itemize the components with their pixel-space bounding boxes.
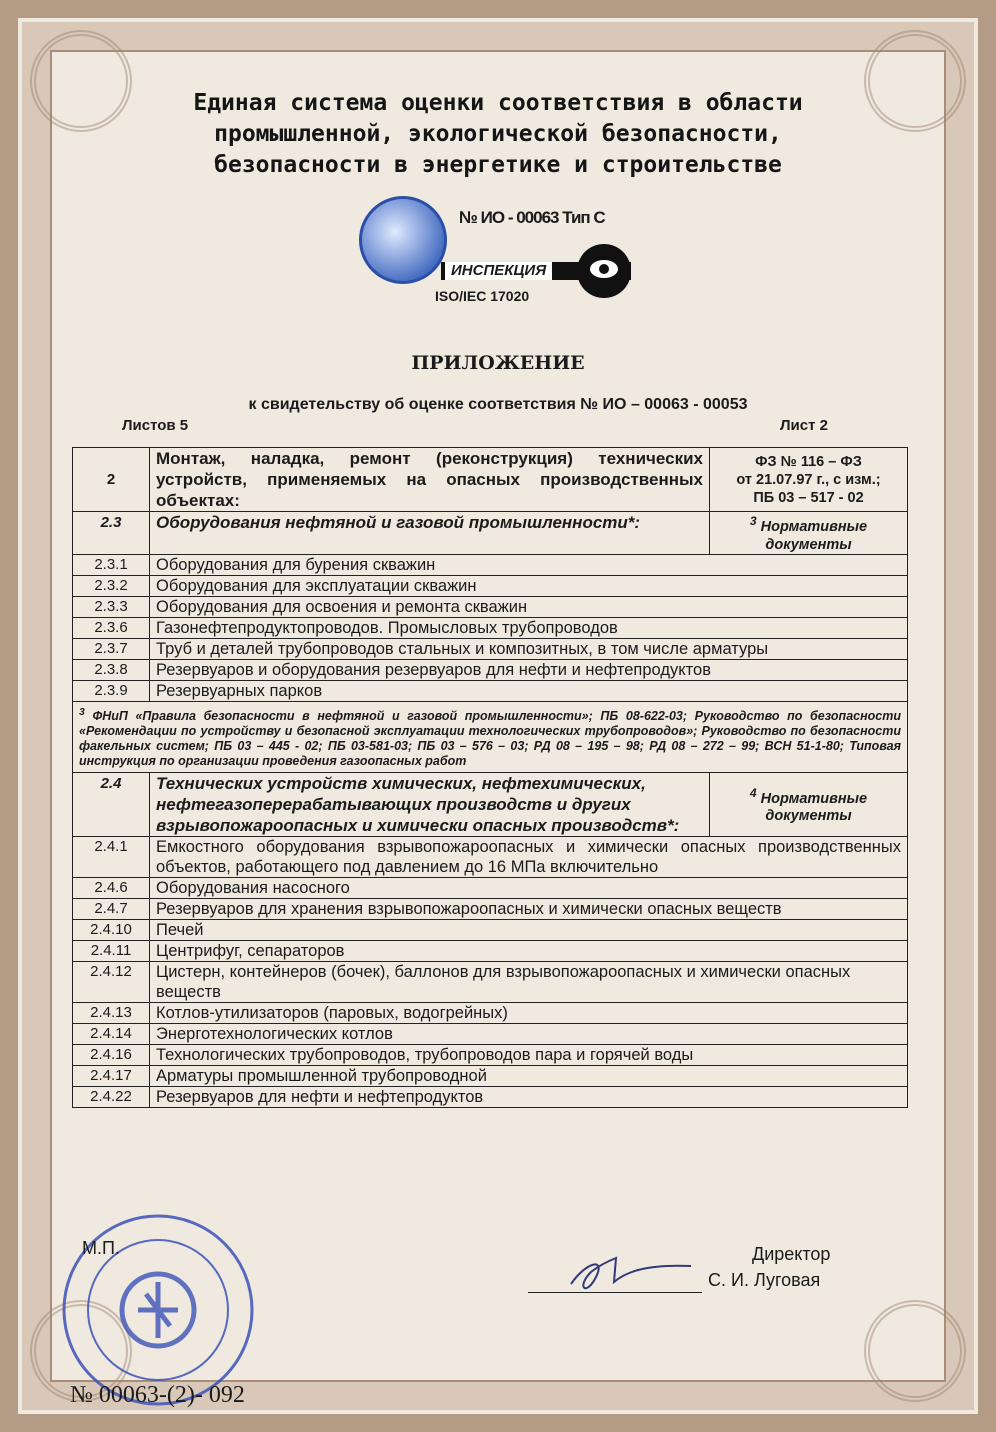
scope-table	[72, 447, 908, 1108]
row-code: 2.3.2	[73, 575, 150, 596]
section-norms	[710, 448, 908, 512]
row-code: 2.4.7	[73, 898, 150, 919]
table-row	[73, 940, 908, 961]
table-row	[73, 1086, 908, 1107]
row-code: 2.4.11	[73, 940, 150, 961]
table-row	[73, 898, 908, 919]
row-text: Центрифуг, сепараторов	[150, 940, 908, 961]
row-text: Труб и деталей трубопроводов стальных и композитных, в том числе арматуры	[150, 638, 908, 659]
table-row	[73, 554, 908, 575]
table-row	[73, 919, 908, 940]
row-text: Котлов-утилизаторов (паровых, водогрейных)	[150, 1002, 908, 1023]
stamp-place-label: М.П.	[82, 1238, 120, 1258]
table-row	[73, 1044, 908, 1065]
row-code: 2.3.7	[73, 638, 150, 659]
signature-line	[528, 1292, 702, 1293]
eye-pupil	[599, 264, 609, 274]
table-row	[73, 575, 908, 596]
row-text: Оборудования для освоения и ремонта скважин	[150, 596, 908, 617]
table-row	[73, 617, 908, 638]
document-title: ПРИЛОЖЕНИЕ	[411, 352, 585, 374]
table-row	[73, 1023, 908, 1044]
sheet-number: Лист 2	[780, 417, 828, 434]
row-code: 2.4.1	[73, 836, 150, 877]
row-text: Резервуаров и оборудования резервуаров для нефти и нефтепродуктов	[150, 659, 908, 680]
title-line: безопасности в энергетике и строительстве	[214, 152, 782, 178]
inspection-label: ИНСПЕКЦИЯ	[445, 262, 552, 280]
row-text: Резервуаров для нефти и нефтепродуктов	[150, 1086, 908, 1107]
row-code: 2.3.3	[73, 596, 150, 617]
table-row	[73, 836, 908, 877]
row-code: 2.3.9	[73, 680, 150, 701]
table-row	[73, 638, 908, 659]
row-text: Оборудования для эксплуатации скважин	[150, 575, 908, 596]
table-row	[73, 659, 908, 680]
row-text: Резервуаров для хранения взрывопожароопасных и химически опасных веществ	[150, 898, 908, 919]
row-text: Энерготехнологических котлов	[150, 1023, 908, 1044]
row-text: Цистерн, контейнеров (бочек), баллонов для взрывопожароопасных и химически опасных веществ	[150, 961, 908, 1002]
document-subtitle: к свидетельству об оценке соответствия № ИО – 00063 - 00053	[248, 396, 748, 413]
footnote	[73, 701, 908, 772]
norm-label: Нормативные документы	[760, 790, 868, 825]
signatory-name: С. И. Луговая	[708, 1270, 821, 1290]
row-text: Оборудования насосного	[150, 877, 908, 898]
row-text: Арматуры промышленной трубопроводной	[150, 1065, 908, 1086]
footnote-marker: 4	[749, 785, 757, 800]
accreditation-number: № ИО - 00063 Тип С	[459, 208, 605, 227]
row-code: 2.3.1	[73, 554, 150, 575]
table-row	[73, 772, 908, 836]
globe-emblem-icon	[359, 196, 447, 284]
row-code: 2.4.14	[73, 1023, 150, 1044]
row-text: Печей	[150, 919, 908, 940]
row-code: 2.4.22	[73, 1086, 150, 1107]
table-row	[73, 448, 908, 512]
norm-line: ПБ 03 – 517 - 02	[753, 489, 864, 506]
norm-line: ФЗ № 116 – ФЗ	[755, 453, 862, 470]
table-row	[73, 877, 908, 898]
footnote-text: ФНиП «Правила безопасности в нефтяной и газовой промышленности»; ПБ 08-622-03; Руководство по безопасности «Рекомендации по устройству и безопасной эксплуатации технологических трубопроводов»; Руководство по безопасности факельных систем; ПБ 03 – 445 - 02; ПБ 03-581-03; ПБ 03 – 576 – 03; РД 08 – 195 – 98; РД 08 – 272 – 99; ВСН 51-1-80; Типовая инструкция по организации проведения газоопасных работ	[79, 708, 901, 768]
row-code: 2.3.8	[73, 659, 150, 680]
row-text: Технологических трубопроводов, трубопроводов пара и горячей воды	[150, 1044, 908, 1065]
document-serial-number: № 00063-(2)- 092	[70, 1382, 245, 1408]
sheets-count: Листов 5	[122, 417, 189, 434]
signatory-position: Директор	[752, 1244, 831, 1264]
subsection-text: Оборудования нефтяной и газовой промышленности*:	[150, 512, 710, 555]
row-code: 2.4.16	[73, 1044, 150, 1065]
row-text: Оборудования для бурения скважин	[150, 554, 908, 575]
norm-line: от 21.07.97 г., с изм.;	[736, 471, 881, 488]
section-code: 2	[73, 448, 150, 512]
title-line: Единая система оценки соответствия в области	[193, 90, 803, 116]
table-row	[73, 1002, 908, 1023]
row-code: 2.4.6	[73, 877, 150, 898]
subsection-norms	[710, 772, 908, 836]
corner-ornament	[864, 1300, 966, 1402]
section-text: Монтаж, наладка, ремонт (реконструкция) технических устройств, применяемых на опасных производственных объектах:	[150, 448, 710, 512]
table-row	[73, 961, 908, 1002]
signature-icon	[566, 1252, 696, 1292]
row-code: 2.3.6	[73, 617, 150, 638]
row-code: 2.4.17	[73, 1065, 150, 1086]
norm-label: Нормативные документы	[760, 518, 868, 553]
table-row	[73, 1065, 908, 1086]
row-text: Газонефтепродуктопроводов. Промысловых трубопроводов	[150, 617, 908, 638]
subsection-code: 2.4	[73, 772, 150, 836]
table-row	[73, 512, 908, 555]
title-line: промышленной, экологической безопасности,	[214, 121, 782, 147]
table-row	[73, 701, 908, 772]
row-text: Емкостного оборудования взрывопожароопасных и химически опасных производственных объектов, работающего под давлением до 16 МПа включительно	[150, 836, 908, 877]
row-code: 2.4.10	[73, 919, 150, 940]
footnote-marker: 3	[749, 514, 757, 528]
footnote-marker: 3	[79, 706, 85, 718]
table-row	[73, 680, 908, 701]
row-text: Резервуарных парков	[150, 680, 908, 701]
subsection-text: Технических устройств химических, нефтехимических, нефтегазоперерабатывающих производств и других взрывопожароопасных и химически опасных производств*:	[150, 772, 710, 836]
iso-standard: ISO/IEC 17020	[435, 288, 530, 304]
subsection-norms	[710, 512, 908, 555]
row-code: 2.4.13	[73, 1002, 150, 1023]
subsection-code: 2.3	[73, 512, 150, 555]
system-title	[70, 88, 926, 181]
accreditation-logo	[355, 192, 645, 312]
row-code: 2.4.12	[73, 961, 150, 1002]
table-row	[73, 596, 908, 617]
